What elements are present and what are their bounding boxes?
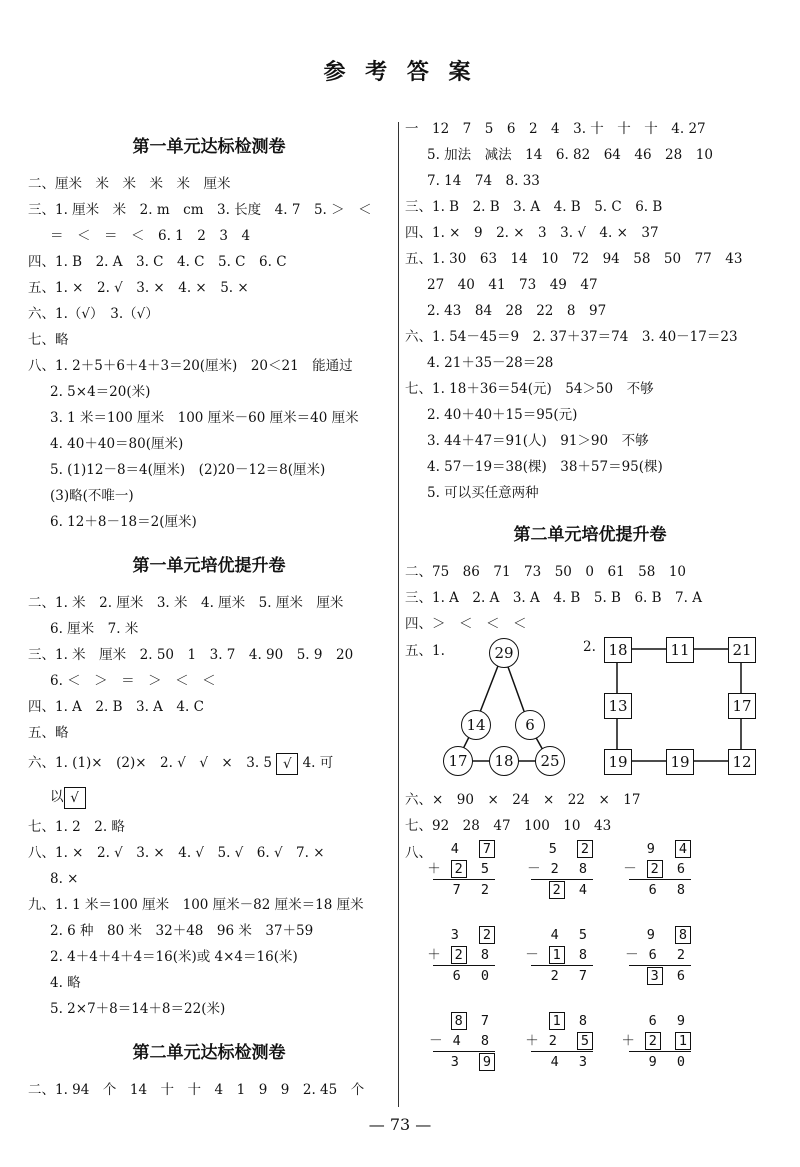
vertical-calc: 3 2 ＋ 2 8 6 0 [427,927,495,984]
digit: 5 [578,927,593,943]
answer-line: 27 40 41 73 49 47 [427,277,598,293]
answer-box: 2 [577,840,593,858]
check-box: √ [276,753,298,775]
vertical-calc: 9 4 － 2 6 6 8 [623,841,691,898]
square-cell: 13 [604,693,632,719]
vertical-calc: 9 8 －6 2 3 6 [625,927,691,984]
digit: 2 [550,861,565,877]
s4-after-list [405,787,775,839]
answer-line: 4. 57－19＝38(棵) 38＋57＝95(棵) [427,459,663,475]
answer-box: 9 [479,1053,495,1071]
answer-label: 五、1. [405,643,445,659]
square-cell: 21 [728,637,756,663]
triangle-node: 29 [489,638,519,668]
vertical-calc: 1 8 ＋2 5 4 3 [525,1013,593,1070]
answer-line: 四、1. × 9 2. × 3 3. √ 4. × 37 [405,225,659,241]
answer-line: 五、略 [28,725,69,741]
answer-box: 5 [577,1032,593,1050]
digit: 8 [480,1033,495,1049]
s3-list [28,1077,390,1103]
answer-line: (3)略(不唯一) [50,488,134,504]
answer-box: 2 [451,860,467,878]
answer-line: 5. 2×7＋8＝14＋8＝22(米) [50,1001,226,1017]
answer-line: 四、＞ ＜ ＜ ＜ [405,616,527,632]
answer-line: 七、略 [28,332,69,348]
answer-line: 2. 5×4＝20(米) [50,384,151,400]
digit: 2 [548,1033,563,1049]
answer-box: 2 [647,860,663,878]
answer-line: 3. 44＋47＝91(人) 91＞90 不够 [427,433,649,449]
square-cell: 12 [728,749,756,775]
vertical-calc: 4 5 － 1 8 2 7 [525,927,593,984]
answer-line: 二、1. 米 2. 厘米 3. 米 4. 厘米 5. 厘米 厘米 [28,595,344,611]
answer-line: 七、1. 18＋36＝54(元) 54＞50 不够 [405,381,654,397]
digit: 8 [676,882,691,898]
digit: 7 [452,882,467,898]
answer-line: 八、1. 2＋5＋6＋4＋3＝20(厘米) 20＜21 能通过 [28,358,353,374]
s2-rest-list [28,814,390,1022]
answer-box: 8 [675,926,691,944]
vertical-calc: 8 7 －4 8 3 9 [429,1013,495,1070]
answer-line: 六、1. (1)× (2)× 2. √ √ × 3. 5 √ 4. 可 [28,746,390,780]
page-number: — 73 — [368,1115,432,1134]
r1-list [405,116,775,506]
digit: 6 [676,968,691,984]
square-cell: 19 [666,749,694,775]
digit: 8 [578,947,593,963]
digit: 4 [452,1033,467,1049]
answer-line: 3. 1 米＝100 厘米 100 厘米－60 厘米＝40 厘米 [50,410,359,426]
answer-line: 四、1. A 2. B 3. A 4. C [28,699,204,715]
vertical-calc: 5 2 －2 8 2 4 [527,841,593,898]
answer-line: 三、1. B 2. B 3. A 4. B 5. C 6. B [405,199,663,215]
triangle-node: 14 [461,710,491,740]
square-cell: 19 [604,749,632,775]
answer-line: 2. 43 84 28 22 8 97 [427,303,607,319]
answer-box: 7 [479,840,495,858]
left-column [28,120,390,1103]
digit: 0 [480,968,495,984]
answer-line: 七、92 28 47 100 10 43 [405,818,612,834]
answer-line: 五、1. × 2. √ 3. × 4. × 5. × [28,280,249,296]
triangle-node: 18 [489,746,519,776]
answer-line: ＝ ＜ ＝ ＜ 6. 1 2 3 4 [50,228,251,244]
digit: 6 [452,968,467,984]
vertical-calculations [405,839,775,1099]
digit: 6 [648,947,663,963]
digit: 6 [648,882,663,898]
answer-line: 五、1. 30 63 14 10 72 94 58 50 77 43 [405,251,743,267]
answer-line: 6. ＜ ＞ ＝ ＞ ＜ ＜ [50,673,216,689]
digit: 5 [480,861,495,877]
answer-box: 1 [549,946,565,964]
triangle-node: 25 [535,746,565,776]
digit: 4 [550,927,565,943]
answer-line: 六、× 90 × 24 × 22 × 17 [405,792,641,808]
square-cell: 18 [604,637,632,663]
s4-list [405,559,775,637]
answer-box: 4 [675,840,691,858]
digit: 2 [550,968,565,984]
square-cell: 17 [728,693,756,719]
answer-line: 九、1. 1 米＝100 厘米 100 厘米－82 厘米＝18 厘米 [28,897,364,913]
answer-box: 8 [451,1012,467,1030]
section-title: 第一单元培优提升卷 [132,556,286,576]
digit: 7 [578,968,593,984]
answer-box: 2 [479,926,495,944]
digit: 2 [480,882,495,898]
digit: 8 [578,1013,593,1029]
digit: 4 [550,1054,565,1070]
digit: 3 [450,1054,465,1070]
digit: 9 [676,1013,691,1029]
number-diagrams [405,637,775,787]
digit: 7 [480,1013,495,1029]
answer-line: 三、1. A 2. A 3. A 4. B 5. B 6. B 7. A [405,590,702,606]
answer-label: 2. [583,639,596,655]
section-title: 第二单元达标检测卷 [132,1043,286,1063]
vertical-calc: 6 9 ＋ 2 1 9 0 [621,1013,691,1070]
answer-line: 以 √ [28,780,390,814]
answer-line: 7. 14 74 8. 33 [427,173,540,189]
answer-label: 八、 [405,845,432,861]
answer-line: 二、厘米 米 米 米 米 厘米 [28,176,231,192]
answer-line: 8. × [50,871,79,887]
answer-line: 八、1. × 2. √ 3. × 4. √ 5. √ 6. √ 7. × [28,845,325,861]
s1-list [28,171,390,535]
column-divider [398,122,399,1107]
answer-line: 5. 可以买任意两种 [427,485,539,501]
answer-box: 2 [549,881,565,899]
answer-line: 三、1. 厘米 米 2. m cm 3. 长度 4. 7 5. ＞ ＜ [28,202,372,218]
answer-box: 3 [647,967,663,985]
answer-line: 一 12 7 5 6 2 4 3. 十 十 十 4. 27 [405,121,706,137]
digit: 2 [676,947,691,963]
triangle-node: 17 [443,746,473,776]
answer-line: 5. 加法 减法 14 6. 82 64 46 28 10 [427,147,713,163]
answer-line: 2. 40＋40＋15＝95(元) [427,407,578,423]
answer-line: 七、1. 2 2. 略 [28,819,125,835]
check-box: √ [64,787,86,809]
digit: 4 [450,841,465,857]
digit: 3 [450,927,465,943]
digit: 9 [648,1054,663,1070]
answer-line: 2. 4＋4＋4＋4＝16(米)或 4×4＝16(米) [50,949,298,965]
digit: 9 [646,841,661,857]
answer-box: 1 [549,1012,565,1030]
answer-box: 2 [645,1032,661,1050]
square-cell: 11 [666,637,694,663]
answer-line: 6. 厘米 7. 米 [50,621,139,637]
answer-box: 1 [675,1032,691,1050]
s2-list [28,590,390,746]
digit: 5 [548,841,563,857]
digit: 8 [480,947,495,963]
digit: 6 [648,1013,663,1029]
page-title: 参 考 答 案 [323,60,477,85]
answer-line: 六、1.（√） 3.（√） [28,306,159,322]
section-title: 第二单元培优提升卷 [513,525,667,545]
answer-line: 6. 12＋8－18＝2(厘米) [50,514,197,530]
answer-line: 三、1. 米 厘米 2. 50 1 3. 7 4. 90 5. 9 20 [28,647,354,663]
triangle-node: 6 [515,710,545,740]
answer-line: 5. (1)12－8＝4(厘米) (2)20－12＝8(厘米) [50,462,326,478]
answer-line: 4. 40＋40＝80(厘米) [50,436,184,452]
answer-line: 四、1. B 2. A 3. C 4. C 5. C 6. C [28,254,287,270]
digit: 8 [578,861,593,877]
digit: 0 [676,1054,691,1070]
answer-line: 二、1. 94 个 14 十 十 4 1 9 9 2. 45 个 [28,1082,365,1098]
answer-line: 二、75 86 71 73 50 0 61 58 10 [405,564,687,580]
digit: 3 [578,1054,593,1070]
answer-line: 六、1. 54－45＝9 2. 37＋37＝74 3. 40－17＝23 [405,329,738,345]
digit: 6 [676,861,691,877]
answer-line: 4. 21＋35－28＝28 [427,355,554,371]
vertical-calc: 4 7 ＋ 2 5 7 2 [427,841,495,898]
digit: 9 [646,927,661,943]
answer-box: 2 [451,946,467,964]
answer-line: 4. 略 [50,975,81,991]
right-column [405,116,775,1099]
section-title: 第一单元达标检测卷 [132,137,286,157]
digit: 4 [578,882,593,898]
answer-line: 2. 6 种 80 米 32＋48 96 米 37＋59 [50,923,314,939]
